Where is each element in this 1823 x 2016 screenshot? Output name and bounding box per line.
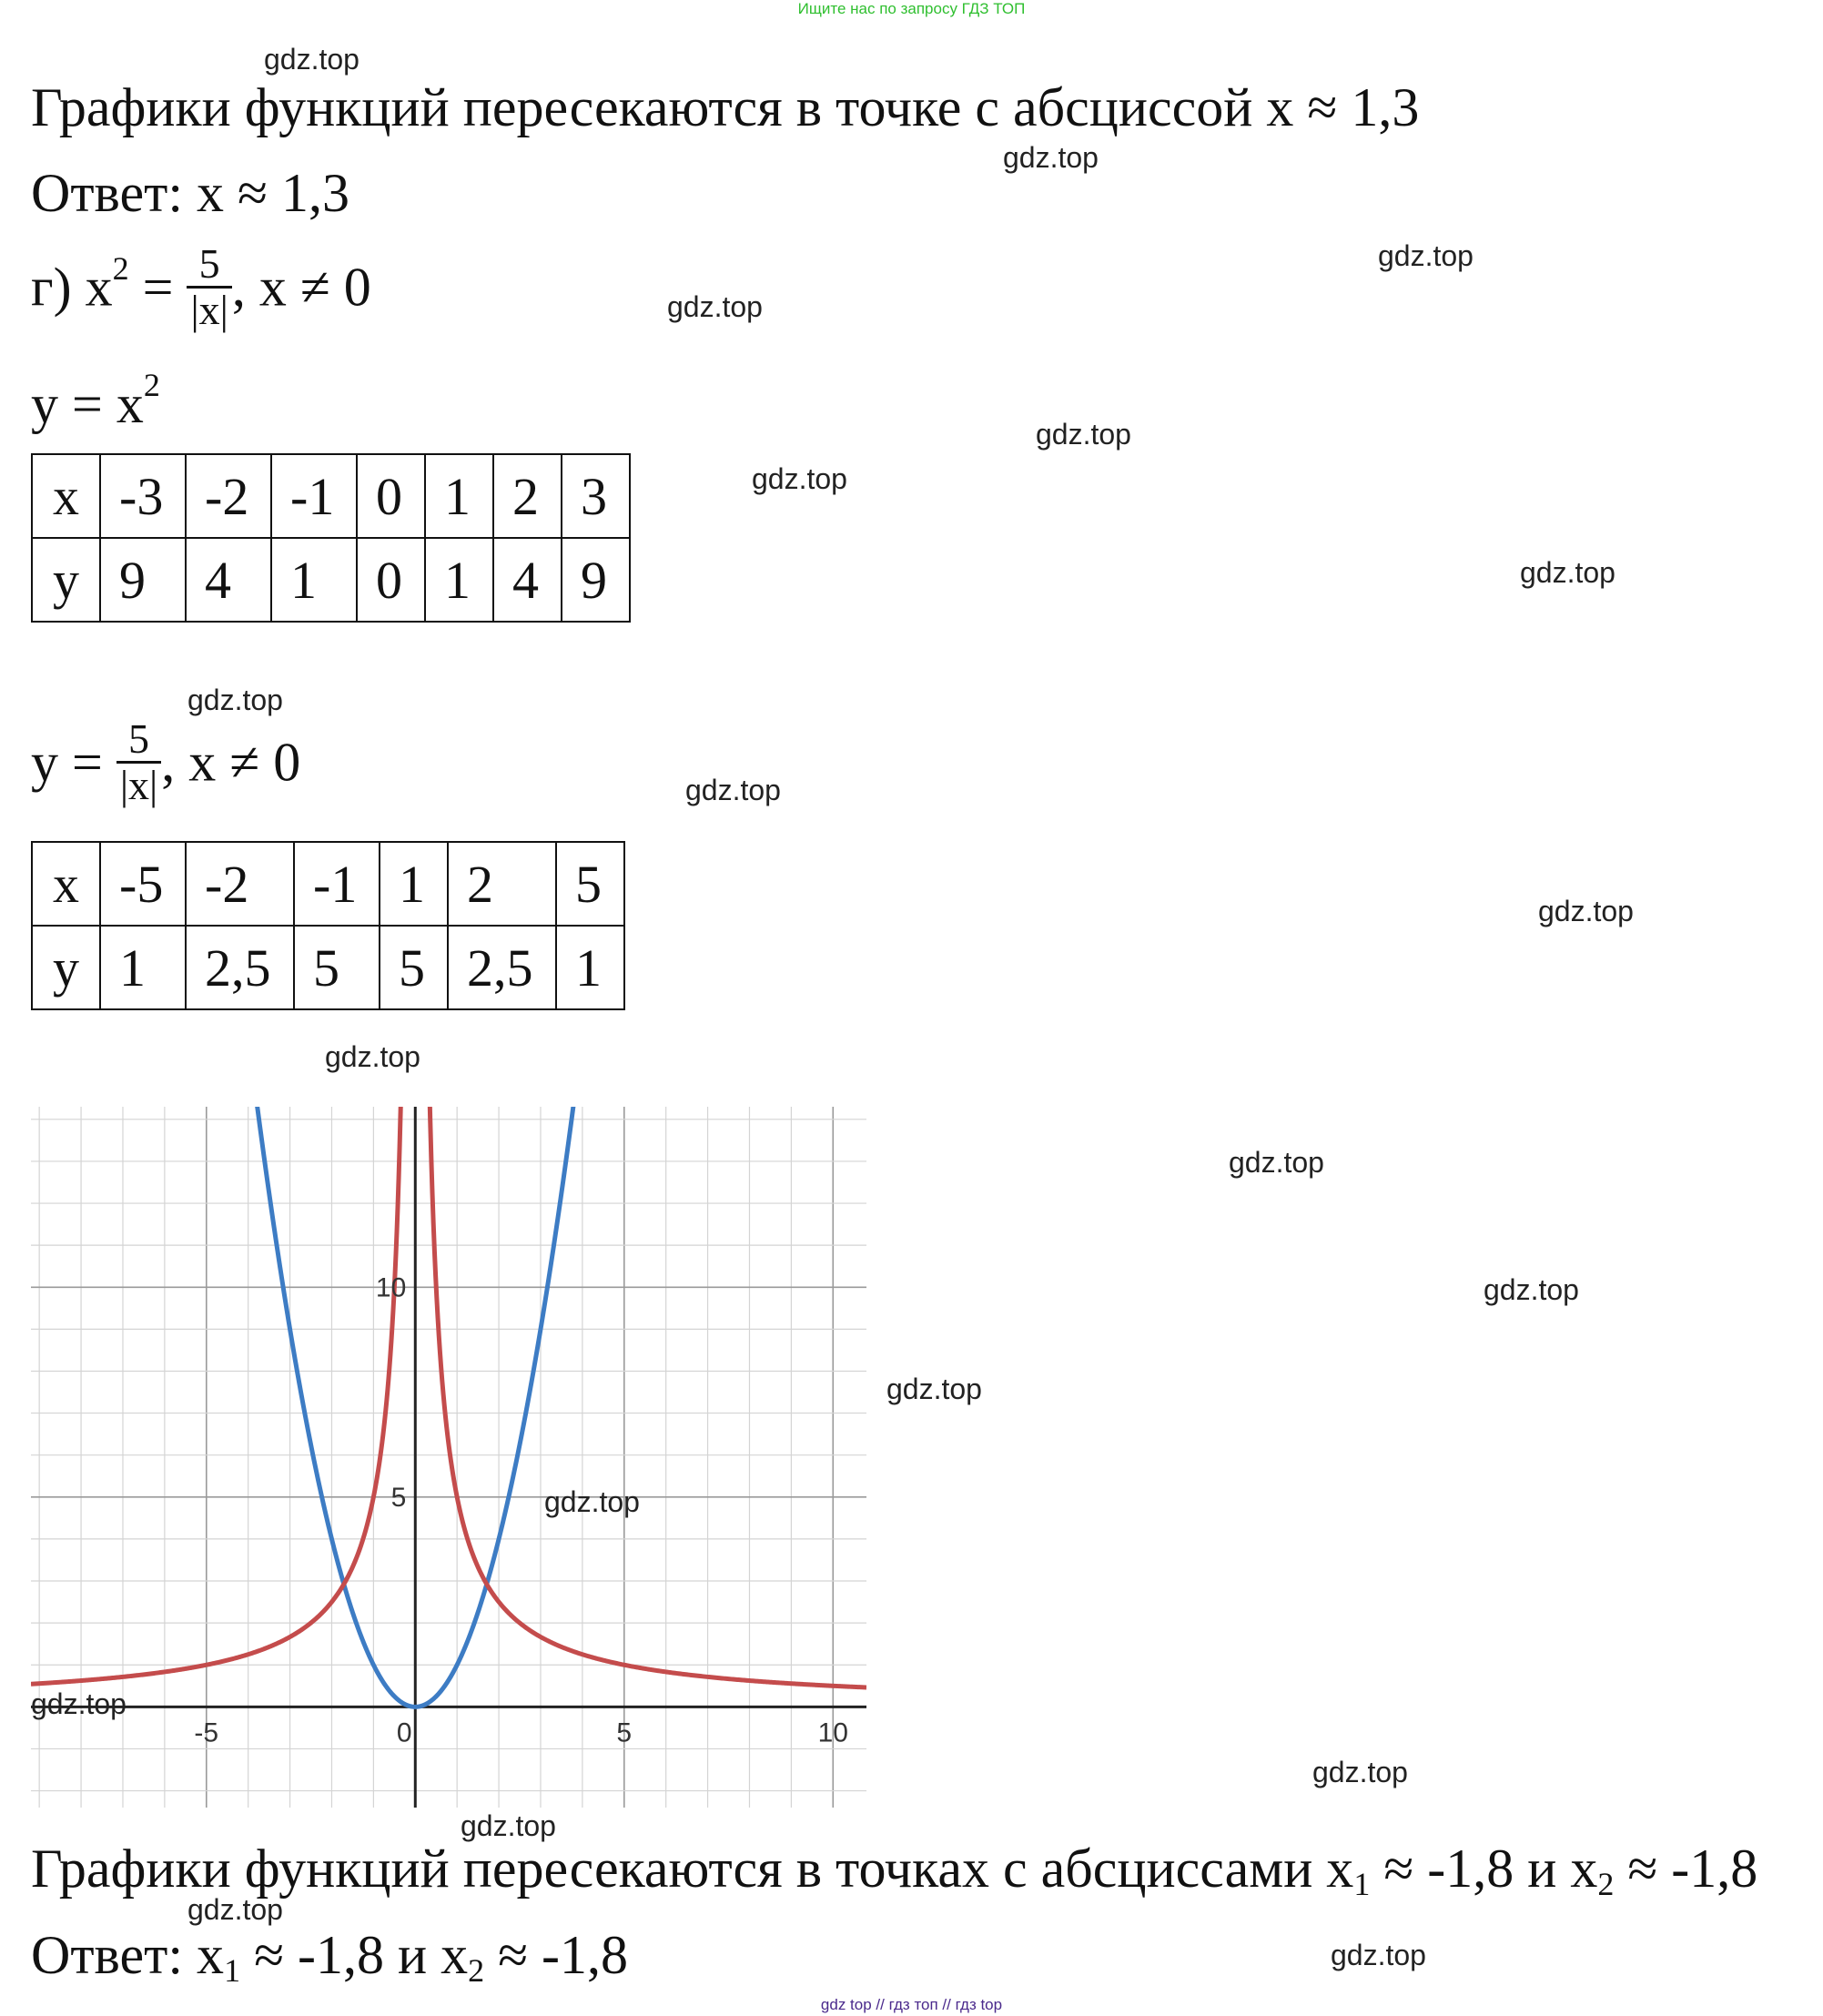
- table-cell: -2: [186, 454, 271, 538]
- table-cell: 1: [425, 454, 493, 538]
- table-cell: 5: [380, 926, 448, 1009]
- table-cell: -3: [100, 454, 186, 538]
- watermark: gdz.top: [187, 1893, 283, 1926]
- answer-mid: ≈ -1,8 и x: [240, 1925, 469, 1985]
- table-row: [32, 538, 630, 622]
- table-cell: 1: [380, 842, 448, 926]
- watermark: gdz.top: [1484, 1273, 1579, 1306]
- watermark: gdz.top: [31, 1687, 127, 1720]
- func2-value-table: [31, 841, 625, 1010]
- answer-sub2: 2: [468, 1952, 485, 1989]
- func2-condition: , x ≠ 0: [161, 732, 301, 793]
- answer-prefix: Ответ: x: [31, 1925, 225, 1985]
- part-g-label: г) x: [31, 257, 113, 318]
- answer-sub1: 1: [224, 1952, 241, 1989]
- table-cell: -2: [186, 842, 294, 926]
- watermark: gdz.top: [1003, 141, 1099, 174]
- func1-value-table: [31, 453, 631, 623]
- watermark: gdz.top: [461, 1809, 556, 1842]
- table-header-x: x: [32, 454, 100, 538]
- prev-conclusion: Графики функций пересекаются в точке с абсциссой x ≈ 1,3: [31, 77, 1420, 137]
- part-g-fraction: [187, 242, 231, 333]
- x-tick-label: 0: [396, 1717, 412, 1748]
- watermark: gdz.top: [1331, 1939, 1426, 1971]
- table-cell: 2,5: [186, 926, 294, 1009]
- conclusion-mid: ≈ -1,8 и x: [1370, 1839, 1598, 1899]
- func1-title: [31, 367, 160, 434]
- table-cell: 0: [357, 538, 425, 622]
- function-graph: [31, 1107, 866, 1808]
- conclusion-prefix: Графики функций пересекаются в точках с абсциссами x: [31, 1839, 1354, 1899]
- watermark: gdz.top: [685, 774, 781, 806]
- table-cell: 5: [556, 842, 624, 926]
- table-cell: 1: [425, 538, 493, 622]
- watermark: gdz.top: [1229, 1146, 1324, 1179]
- table-cell: 1: [271, 538, 357, 622]
- table-cell: 2: [493, 454, 562, 538]
- watermark: gdz.top: [1312, 1756, 1408, 1788]
- table-cell: 1: [556, 926, 624, 1009]
- fraction-numerator: 5: [128, 715, 150, 762]
- watermark: gdz.top: [187, 684, 283, 716]
- func1-lhs: y = x: [31, 374, 144, 434]
- final-answer: [31, 1925, 629, 1989]
- table-header-y: y: [32, 926, 100, 1009]
- watermark: gdz.top: [544, 1485, 640, 1518]
- table-header-y: y: [32, 538, 100, 622]
- conclusion-sub2: 2: [1597, 1866, 1615, 1902]
- table-cell: 4: [186, 538, 271, 622]
- part-g-exponent: 2: [112, 249, 129, 287]
- conclusion-end: ≈ -1,8: [1614, 1839, 1758, 1899]
- y-tick-label: 10: [375, 1272, 407, 1303]
- func2-fraction: [116, 717, 161, 808]
- x-tick-label: 5: [616, 1717, 633, 1748]
- table-cell: 5: [294, 926, 380, 1009]
- answer-end: ≈ -1,8: [484, 1925, 629, 1985]
- table-row: [32, 926, 624, 1009]
- conclusion-sub1: 1: [1353, 1866, 1371, 1902]
- table-cell: -5: [100, 842, 186, 926]
- table-cell: 3: [562, 454, 630, 538]
- table-row: [32, 842, 624, 926]
- table-cell: 0: [357, 454, 425, 538]
- watermark: gdz.top: [264, 43, 360, 76]
- fraction-denominator: |x|: [187, 286, 231, 332]
- curves: [31, 1107, 866, 1707]
- table-row: [32, 454, 630, 538]
- table-header-x: x: [32, 842, 100, 926]
- watermark: gdz.top: [752, 462, 847, 495]
- hyperbola-curve: [31, 1107, 866, 1687]
- x-tick-label: -5: [194, 1717, 219, 1748]
- table-cell: 2: [448, 842, 556, 926]
- watermark: gdz.top: [886, 1373, 982, 1405]
- part-g-condition: , x ≠ 0: [231, 257, 371, 318]
- y-tick-label: 5: [390, 1482, 407, 1513]
- fraction-denominator: |x|: [116, 761, 161, 807]
- table-cell: 9: [100, 538, 186, 622]
- watermark: gdz.top: [1378, 239, 1474, 272]
- table-cell: -1: [294, 842, 380, 926]
- table-cell: 4: [493, 538, 562, 622]
- watermark: gdz.top: [1520, 556, 1615, 589]
- func2-lhs: y =: [31, 732, 116, 793]
- func1-exponent: 2: [143, 367, 160, 404]
- table-cell: 9: [562, 538, 630, 622]
- x-tick-label: 10: [817, 1717, 848, 1748]
- table-cell: 1: [100, 926, 186, 1009]
- table-cell: 2,5: [448, 926, 556, 1009]
- watermark: gdz.top: [325, 1040, 420, 1073]
- bottom-banner[interactable]: gdz top // гдз топ // гдз top: [820, 1996, 1003, 2013]
- watermark: gdz.top: [1538, 895, 1634, 927]
- part-g-equation: [31, 240, 371, 339]
- watermark: gdz.top: [1036, 418, 1131, 451]
- func2-title: [31, 715, 301, 814]
- watermark: gdz.top: [667, 290, 763, 323]
- part-g-eq-sign: =: [128, 257, 187, 318]
- prev-answer: Ответ: x ≈ 1,3: [31, 163, 349, 223]
- final-conclusion: [31, 1839, 1758, 1902]
- top-banner[interactable]: Ищите нас по запросу ГДЗ ТОП: [797, 0, 1026, 17]
- table-cell: -1: [271, 454, 357, 538]
- fraction-numerator: 5: [198, 240, 220, 287]
